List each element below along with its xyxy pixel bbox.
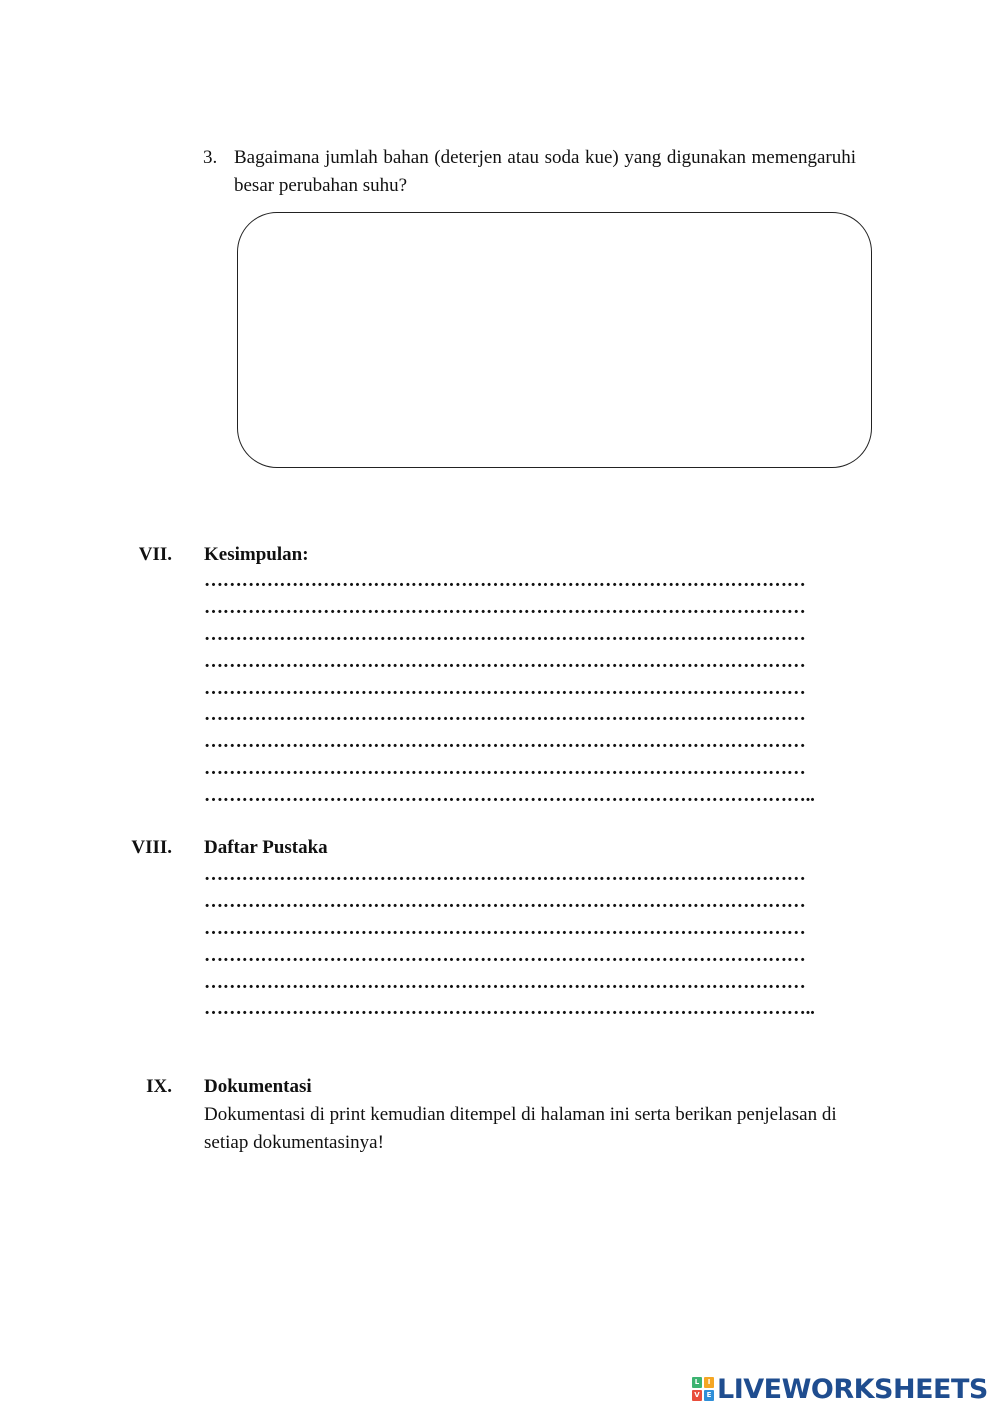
dotted-answer-line[interactable]: …………………………………………………………………………………… xyxy=(204,704,806,726)
dotted-answer-line[interactable]: …………………………………………………………………………………… xyxy=(204,731,806,753)
section-title-daftar-pustaka: Daftar Pustaka xyxy=(204,837,328,858)
dotted-answer-line[interactable]: …………………………………………………………………………………….. xyxy=(204,785,815,807)
dotted-answer-line[interactable]: …………………………………………………………………………………… xyxy=(204,596,806,618)
dokumentasi-instruction: Dokumentasi di print kemudian ditempel di halaman ini serta berikan penjelasan di setiap dokumentasinya! xyxy=(204,1104,837,1153)
dotted-answer-line[interactable]: …………………………………………………………………………………… xyxy=(204,944,806,966)
liveworksheets-logo-icon xyxy=(692,1377,714,1401)
question-text: Bagaimana jumlah bahan (deterjen atau soda kue) yang digunakan memengaruhi besar perubahan suhu? xyxy=(234,147,856,196)
answer-box[interactable] xyxy=(237,212,872,468)
section-title-dokumentasi: Dokumentasi xyxy=(204,1076,312,1097)
section-number-kesimpulan: VII. xyxy=(138,544,172,565)
dotted-answer-line[interactable]: …………………………………………………………………………………….. xyxy=(204,998,815,1020)
dotted-answer-line[interactable]: …………………………………………………………………………………… xyxy=(204,864,806,885)
logo-mark-v: V xyxy=(692,1390,702,1401)
dotted-answer-line[interactable]: …………………………………………………………………………………… xyxy=(204,623,806,645)
dotted-answer-line[interactable]: …………………………………………………………………………………… xyxy=(204,677,806,699)
dotted-answer-line[interactable]: …………………………………………………………………………………… xyxy=(204,890,806,912)
dotted-answer-line[interactable]: …………………………………………………………………………………… xyxy=(204,971,806,993)
logo-text: LIVEWORKSHEETS xyxy=(717,1373,988,1405)
dotted-answer-line[interactable]: …………………………………………………………………………………… xyxy=(204,758,806,780)
logo-mark-i: I xyxy=(704,1377,714,1388)
dotted-answer-line[interactable]: …………………………………………………………………………………… xyxy=(204,570,806,591)
kesimpulan-lines xyxy=(204,568,864,810)
daftar-pustaka-lines xyxy=(204,862,864,1023)
dotted-answer-line[interactable]: …………………………………………………………………………………… xyxy=(204,650,806,672)
section-title-kesimpulan: Kesimpulan: xyxy=(204,544,309,565)
logo-mark-l: L xyxy=(692,1377,702,1388)
logo-mark-e: E xyxy=(704,1390,714,1401)
section-number-dokumentasi: IX. xyxy=(146,1076,172,1097)
dotted-answer-line[interactable]: …………………………………………………………………………………… xyxy=(204,917,806,939)
liveworksheets-logo xyxy=(692,1374,988,1404)
section-number-daftar-pustaka: VIII. xyxy=(131,837,172,858)
question-number: 3. xyxy=(203,147,218,168)
